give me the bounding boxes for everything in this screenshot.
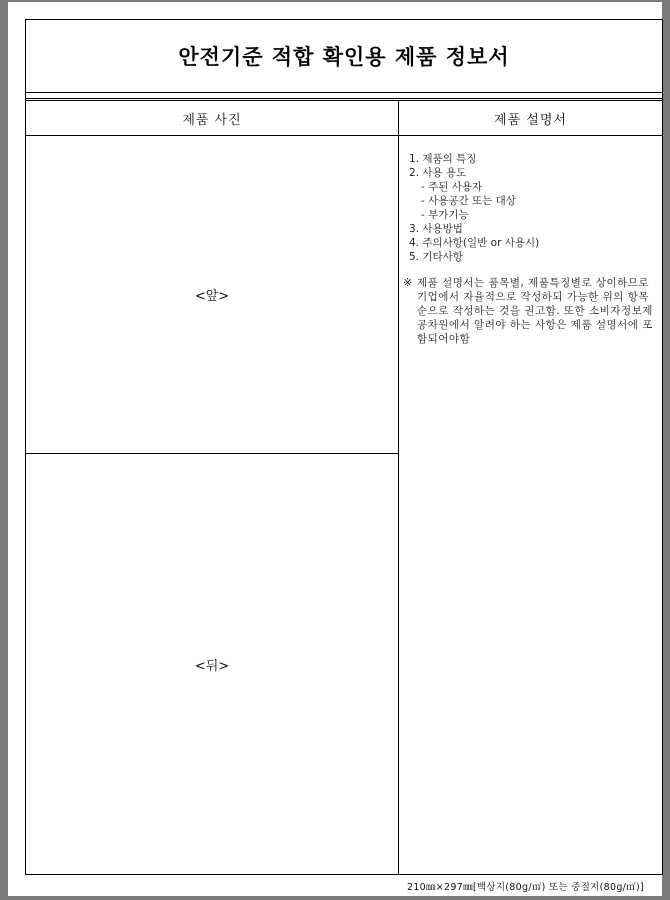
list-item: - 주된 사용자 — [421, 181, 483, 193]
back-photo-cell — [26, 454, 399, 874]
list-item: - 사용공간 또는 대상 — [421, 195, 516, 207]
title-box — [26, 20, 662, 93]
list-item: 1. 제품의 특징 — [409, 153, 477, 165]
back-photo-label: <뒤> — [194, 658, 230, 674]
photo-header: 제품 사진 — [26, 101, 399, 135]
manual-list — [409, 152, 654, 264]
form-frame — [25, 19, 663, 875]
reference-mark-icon: ※ — [403, 276, 413, 289]
manual-note — [403, 276, 654, 346]
paper-spec-footer: 210㎜×297㎜[백상지(80g/㎡) 또는 중질지(80g/㎡)] — [406, 882, 644, 893]
front-photo-label: <앞> — [194, 289, 230, 304]
page-title: 안전기준 적합 확인용 제품 정보서 — [178, 45, 510, 69]
list-item: 4. 주의사항(일반 or 사용시) — [409, 237, 540, 249]
divider-line — [26, 98, 662, 99]
list-item: 2. 사용 용도 — [409, 167, 467, 179]
list-item: - 부가기능 — [421, 209, 469, 221]
manual-cell — [399, 136, 662, 874]
front-photo-cell — [26, 136, 399, 454]
manual-header: 제품 설명서 — [494, 112, 567, 128]
table-header-row — [26, 100, 662, 136]
list-item: 3. 사용방법 — [409, 223, 463, 235]
list-item: 5. 기타사항 — [409, 251, 463, 263]
note-text: 제품 설명서는 품목별, 제품특징별로 상이하므로 기업에서 자율적으로 작성하되 가능한 위의 항목순으로 작성하는 것을 권고함. 또한 소비자정보제공차원에서 알려야 하는 사항은 제품 설명서에 포함되어야함 — [417, 277, 653, 345]
